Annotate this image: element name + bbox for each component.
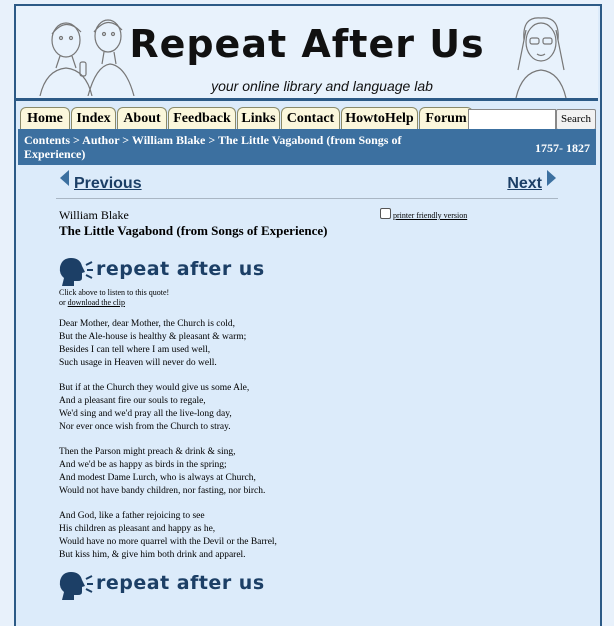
poem-line: Such usage in Heaven will never do well. bbox=[59, 358, 217, 368]
next-link[interactable] bbox=[507, 170, 556, 193]
work-title: The Little Vagabond (from Songs of Experience) bbox=[59, 223, 328, 238]
nav-feedback[interactable]: Feedback bbox=[168, 107, 236, 130]
search-button[interactable]: Search bbox=[556, 109, 596, 130]
poem-line: And we'd be as happy as birds in the spring; bbox=[59, 460, 227, 470]
poem-line: But the Ale-house is healthy & pleasant & warm; bbox=[59, 332, 247, 342]
poem-line: But if at the Church they would give us some Ale, bbox=[59, 383, 250, 393]
or-text: or bbox=[59, 298, 68, 307]
poem-line: And a pleasant fire our souls to regale, bbox=[59, 396, 206, 406]
nav-howtohelp[interactable]: HowtoHelp bbox=[341, 107, 418, 130]
breadcrumb-bar bbox=[18, 129, 596, 165]
nav-forum[interactable]: Forum bbox=[419, 107, 473, 130]
poem-text bbox=[59, 318, 277, 574]
nav-about[interactable]: About bbox=[117, 107, 167, 130]
poem-line: But kiss him, & give him both drink and apparel. bbox=[59, 550, 246, 560]
poem-line: Then the Parson might preach & drink & sing, bbox=[59, 447, 236, 457]
next-label: Next bbox=[507, 175, 542, 192]
printer-icon bbox=[380, 208, 391, 219]
poem-line: And modest Dame Lurch, who is always at Church, bbox=[59, 473, 256, 483]
poem-line: His children as pleasant and happy as he, bbox=[59, 524, 216, 534]
breadcrumb[interactable]: Contents > Author > William Blake > The Little Vagabond (from Songs of Experience) bbox=[24, 133, 402, 161]
previous-link[interactable] bbox=[60, 170, 142, 193]
previous-label: Previous bbox=[74, 175, 142, 192]
printer-friendly-link[interactable] bbox=[380, 208, 467, 220]
nav-links[interactable]: Links bbox=[237, 107, 280, 130]
listen-instruction: Click above to listen to this quote! bbox=[59, 288, 170, 297]
poem-line: Would not have bandy children, nor fasting, nor birch. bbox=[59, 486, 266, 496]
listen-audio-button-bottom[interactable] bbox=[58, 570, 278, 602]
poem-line: Besides I can tell where I am used well, bbox=[59, 345, 211, 355]
author-name: William Blake bbox=[59, 208, 129, 222]
stanza bbox=[59, 510, 277, 562]
stanza bbox=[59, 318, 277, 370]
listen-instructions bbox=[59, 288, 169, 308]
poem-line: And God, like a father rejoicing to see bbox=[59, 511, 205, 521]
poem-line: Nor ever once wish from the Church to stray. bbox=[59, 422, 231, 432]
listen-logo-text: repeat after us bbox=[96, 572, 265, 594]
download-clip-link[interactable]: download the clip bbox=[67, 298, 125, 307]
speaking-head-icon bbox=[58, 570, 94, 602]
nav-home[interactable]: Home bbox=[20, 107, 70, 130]
printer-friendly-label: printer friendly version bbox=[393, 211, 468, 220]
stanza bbox=[59, 382, 277, 434]
poem-line: Dear Mother, dear Mother, the Church is cold, bbox=[59, 319, 235, 329]
poem-line: Would have no more quarrel with the Devil or the Barrel, bbox=[59, 537, 277, 547]
divider bbox=[56, 198, 558, 199]
author-dates: 1757- 1827 bbox=[535, 141, 590, 155]
speaking-head-icon bbox=[58, 256, 94, 288]
site-tagline: your online library and language lab bbox=[211, 78, 433, 94]
listen-logo-text: repeat after us bbox=[96, 258, 265, 280]
listen-audio-button[interactable] bbox=[58, 256, 278, 288]
main-nav bbox=[20, 107, 473, 130]
arrow-left-icon bbox=[60, 170, 69, 186]
nav-index[interactable]: Index bbox=[71, 107, 116, 130]
poem-line: We'd sing and we'd pray all the live-long day, bbox=[59, 409, 232, 419]
search-input[interactable] bbox=[468, 109, 556, 130]
arrow-right-icon bbox=[547, 170, 556, 186]
woman-illustration bbox=[508, 10, 574, 98]
stanza bbox=[59, 446, 277, 498]
nav-contact[interactable]: Contact bbox=[281, 107, 340, 130]
site-title[interactable]: Repeat After Us bbox=[129, 22, 485, 66]
site-banner bbox=[16, 6, 598, 101]
